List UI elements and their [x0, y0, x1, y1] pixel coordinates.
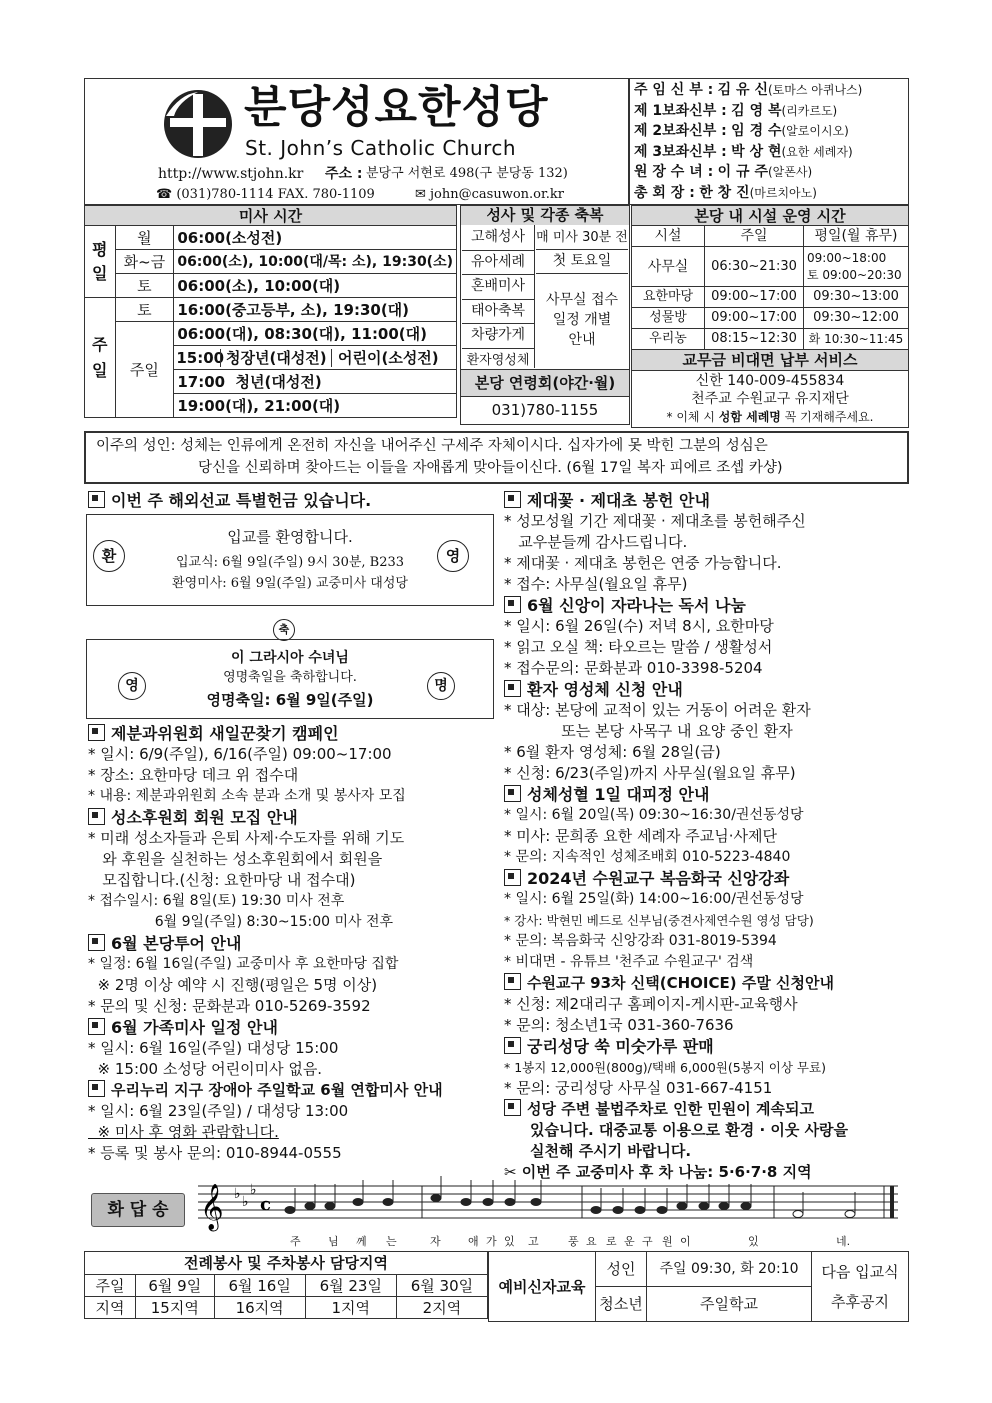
section-bullet-icon [504, 1037, 521, 1054]
announcement-line: * 문의: 청소년1국 031-360-7636 [504, 1016, 734, 1034]
section-bullet-icon [504, 680, 521, 697]
announcement-title: 제분과위원회 새일꾼찾기 캠페인 [88, 723, 498, 744]
day-cell: 화~금 [115, 250, 174, 274]
lyric-syllable: 요 [586, 1235, 597, 1248]
clergy-row: 총 회 장 : 한 창 진(마르치아노) [634, 184, 817, 201]
lyric-syllable: 가 [486, 1235, 497, 1248]
phone-fax: ☎ (031)780-1114 FAX. 780-1109 [156, 187, 375, 202]
welcome-line-1: 입교식: 6월 9일(주일) 9시 30분, B233 [175, 555, 405, 570]
catechumen-label: 예비신자교육 [489, 1252, 596, 1322]
music-note [505, 1199, 515, 1206]
sacrament-item: 혼배미사 [462, 275, 534, 300]
music-note [845, 1211, 855, 1218]
clergy-row: 제 2보좌신부 : 임 경 수(알로이시오) [634, 123, 849, 139]
adult-time: 주일 09:30, 화 20:10 [647, 1252, 812, 1287]
announcement-line: * 미래 성소자들과 은퇴 사제·수도자를 위해 기도 [88, 829, 405, 847]
announcement-line: * 제대꽃 · 제대초 봉헌은 연중 가능합니다. [504, 554, 782, 572]
announcement-line: 모집합니다.(신청: 요한마당 내 접수대) [88, 871, 356, 889]
music-note [741, 1203, 751, 1210]
lyric-syllable: 있 [748, 1235, 759, 1248]
feast-badge-left-icon: 영 [118, 672, 146, 700]
announcement-line: * 일시: 6월 26일(수) 저녁 8시, 요한마당 [504, 617, 774, 635]
service-cell: 6월 23일 [305, 1275, 396, 1297]
feast-crest-icon: 축 [273, 619, 295, 641]
day-cell: 월 [115, 226, 174, 250]
facility-title: 본당 내 시설 운영 시간 [632, 206, 909, 226]
service-cell: 15지역 [136, 1297, 215, 1319]
announcement-line: * 장소: 요한마당 데크 위 접수대 [88, 766, 299, 784]
office-notice: 사무실 접수 일정 개별 안내 [545, 292, 619, 348]
announcement-line: ※ 15:00 소성당 어린이미사 없음. [88, 1060, 323, 1078]
facility-name: 요한마당 [632, 287, 705, 308]
lyric-syllable: 애 [468, 1235, 479, 1248]
announcement-line: * 문의: 지속적인 성체조배회 010-5223-4840 [504, 849, 791, 865]
music-note [383, 1199, 393, 1206]
service-cell: 16지역 [214, 1297, 305, 1319]
announcement-line: * 일시: 6월 16일(주일) 대성당 15:00 [88, 1039, 339, 1057]
facility-weekday: 09:00~18:00 토 09:00~20:30 [804, 247, 909, 287]
clergy-row: 제 3보좌신부 : 박 상 현(요한 세례자) [634, 143, 853, 160]
mass-time: 06:00(대), 08:30(대), 11:00(대) [174, 322, 457, 346]
section-bullet-icon [88, 1080, 105, 1097]
service-cell: 6월 30일 [396, 1275, 487, 1297]
announcement-title: 제대꽃 · 제대초 봉헌 안내 [504, 490, 909, 511]
announcement-line: * 읽고 오실 책: 타오르는 말씀 / 생활성서 [504, 638, 773, 656]
mass-title: 미사 시간 [85, 206, 457, 226]
facility-name: 성물방 [632, 308, 705, 329]
email-link[interactable]: ✉ john@casuwon.or.kr [415, 187, 564, 202]
mass-table [84, 205, 457, 418]
day-cell: 주일 [115, 322, 174, 418]
service-area-table [84, 1251, 488, 1319]
svg-text:♭: ♭ [242, 1194, 249, 1210]
facility-header: 시설 [632, 226, 705, 247]
announcement-line: * 비대면 - 유튜브 '천주교 수원교구' 검색 [504, 954, 754, 970]
mass-time: 06:00(소), 10:00(대) [174, 274, 457, 298]
music-note [793, 1211, 803, 1218]
announcement-line: * 일시: 6월 20일(목) 09:30~16:30/권선동성당 [504, 807, 804, 823]
church-logo-icon [160, 86, 236, 162]
service-cell: 지역 [85, 1297, 136, 1319]
announcement-line: * 일시: 6월 25일(화) 14:00~16:00/권선동성당 [504, 891, 804, 907]
psalm-label: 화 답 송 [91, 1193, 185, 1227]
music-note [305, 1203, 315, 1210]
announcement-line: * 문의: 복음화국 신앙강좌 031-8019-5394 [504, 933, 777, 949]
service-cell: 주일 [85, 1275, 136, 1297]
mass-time: 06:00(소성전) [174, 226, 457, 250]
announcement-line: * 문의: 궁리성당 사무실 031-667-4151 [504, 1079, 773, 1097]
announcement-title: 6월 신앙이 자라나는 독서 나눔 [504, 595, 909, 616]
announcement-title: 성체성혈 1일 대피정 안내 [504, 784, 909, 805]
saint-line-1: 이주의 성인: 성체는 인류에게 온전히 자신을 내어주신 구세주 자체이시다. 십자가에 못 박힌 그분의 성심은 [96, 438, 768, 454]
announcement-line: * 등록 및 봉사 문의: 010-8944-0555 [88, 1144, 342, 1162]
saint-line-2: 당신을 신뢰하며 찾아드는 이들을 자애롭게 맞아들이신다. (6월 17일 복자 피에르 조셉 카샹) [198, 460, 783, 476]
section-bullet-icon [504, 869, 521, 886]
confession-time: 매 미사 30분 전 [536, 226, 628, 250]
announcement-title: 성소후원회 회원 모집 안내 [88, 807, 498, 828]
sacrament-item: 태아축복 [462, 300, 534, 325]
sunday-label: 주 일 [85, 298, 116, 418]
section-bullet-icon [504, 596, 521, 613]
facility-weekday: 09:30~13:00 [804, 287, 909, 308]
music-note [285, 1207, 295, 1214]
treble-clef-icon: 𝄞 [200, 1184, 224, 1230]
announcement-line: * 내용: 제분과위원회 소속 분과 소개 및 봉사자 모집 [88, 788, 406, 804]
sacrament-list [462, 226, 534, 373]
service-title: 전례봉사 및 주차봉사 담당지역 [85, 1252, 488, 1275]
announcement-line: 와 후원을 실천하는 성소후원회에서 회원을 [88, 850, 383, 868]
section-bullet-icon [88, 934, 105, 951]
psalm-lyrics [290, 1233, 900, 1251]
parking-notice-line: 실천해 주시기 바랍니다. [530, 1142, 692, 1160]
section-bullet-icon [88, 491, 105, 508]
feast-title: 이 그라시아 수녀님 [231, 650, 349, 666]
mission-offering-title: 이번 주 해외선교 특별헌금 있습니다. [88, 490, 371, 511]
announcement-title: 환자 영성체 신청 안내 [504, 679, 909, 700]
sacrament-item: 환자영성체 [466, 352, 530, 368]
next-entry: 다음 입교식 추후공지 [812, 1252, 909, 1322]
mass-time: 19:00(대), 21:00(대) [174, 394, 457, 418]
service-cell: 6월 16일 [214, 1275, 305, 1297]
mass-time: 16:00(중고등부, 소), 19:30(대) [174, 298, 457, 322]
service-cell: 1지역 [305, 1297, 396, 1319]
left-announcements [88, 723, 498, 1164]
church-name-en: St. John’s Catholic Church [245, 136, 517, 160]
music-note [635, 1207, 645, 1214]
music-note [325, 1203, 335, 1210]
service-cell: 6월 9일 [136, 1275, 215, 1297]
adult-label: 성인 [596, 1252, 647, 1287]
lyric-syllable: 께 [356, 1235, 367, 1248]
music-note [531, 1199, 541, 1206]
lyric-syllable: 고 [528, 1235, 539, 1248]
facility-sunday: 09:00~17:00 [705, 287, 804, 308]
section-bullet-icon [88, 808, 105, 825]
payment-title: 교무금 비대면 납부 서비스 [632, 350, 909, 371]
lyric-syllable: 주 [290, 1235, 301, 1248]
lyric-syllable: 운 [624, 1235, 635, 1248]
weekday-label: 평 일 [85, 226, 116, 298]
announcement-title: 6월 가족미사 일정 안내 [88, 1017, 498, 1038]
facility-weekday: 09:30~12:00 [804, 308, 909, 329]
welcome-badge-right-icon: 영 [437, 540, 469, 572]
facility-header: 주일 [705, 226, 804, 247]
lyric-syllable: 구 [642, 1235, 653, 1248]
facility-sunday: 06:30~21:30 [705, 247, 804, 287]
scissors-icon: ✂ [504, 1163, 522, 1181]
announcement-line: * 6월 환자 영성체: 6월 28일(금) [504, 743, 721, 761]
section-bullet-icon [504, 491, 521, 508]
music-note [699, 1203, 709, 1210]
announcement-title: 6월 본당투어 안내 [88, 933, 498, 954]
baptism-time: 첫 토요일 [536, 250, 628, 274]
clergy-row: 제 1보좌신부 : 김 영 복(리카르도) [634, 102, 838, 119]
lyric-syllable: 로 [606, 1235, 617, 1248]
feast-badge-right-icon: 명 [427, 672, 455, 700]
announcement-line: * 문의 및 신청: 문화분과 010-5269-3592 [88, 997, 371, 1015]
facility-name: 우리농 [632, 329, 705, 350]
address-text: 분당구 서현로 498(구 분당동 132) [366, 166, 568, 181]
announcement-line: * 신청: 6/23(주일)까지 사무실(월요일 휴무) [504, 764, 796, 782]
announcement-line: ※ 2명 이상 예약 시 진행(평일은 5명 이상) [88, 976, 378, 994]
music-note [461, 1199, 471, 1206]
parking-notice-line: 있습니다. 대중교통 이용으로 환경 · 이웃 사랑을 [530, 1121, 849, 1139]
clergy-list [634, 80, 909, 203]
facility-header: 평일(월 휴무) [804, 226, 909, 247]
music-note [677, 1203, 687, 1210]
sacrament-divider [534, 225, 535, 368]
address-label: 주소 : [325, 166, 363, 182]
feast-line-1: 영명축일을 축하합니다. [223, 670, 357, 685]
sacrament-item: 고해성사 [462, 226, 534, 251]
contact-title: 본당 연령회(야간·월) [461, 369, 629, 397]
mass-time: 06:00(소), 10:00(대/목: 소), 19:30(소) [174, 250, 457, 274]
announcement-line: 또는 본당 사목구 내 요양 중인 환자 [504, 722, 793, 740]
catechumen-table [488, 1251, 909, 1322]
right-announcements [504, 490, 909, 1183]
announcement-line: * 성모성월 기간 제대꽃 · 제대초를 봉헌해주신 [504, 512, 806, 530]
youth-label: 청소년 [596, 1287, 647, 1322]
facility-sunday: 09:00~17:00 [705, 308, 804, 329]
lyric-syllable: 님 [328, 1235, 339, 1248]
svg-text:c: c [260, 1194, 271, 1215]
lyric-syllable: 풍 [568, 1235, 579, 1248]
announcement-line: * 미사: 문희종 요한 세례자 주교님·사제단 [504, 827, 778, 845]
lyric-syllable: 이 [680, 1235, 691, 1248]
section-bullet-icon [88, 1018, 105, 1035]
welcome-title: 입교를 환영합니다. [227, 528, 353, 546]
music-note [353, 1199, 363, 1206]
lyric-syllable: 자 [430, 1235, 441, 1248]
welcome-line-2: 환영미사: 6월 9일(주일) 교중미사 대성당 [172, 576, 408, 591]
section-bullet-icon [504, 1099, 521, 1116]
lyric-syllable: 있 [504, 1235, 515, 1248]
church-name: 분당성요한성당 [244, 82, 549, 133]
announcement-line: * 일시: 6월 23일(주일) / 대성당 13:00 [88, 1102, 349, 1120]
facility-weekday: 화 10:30~11:45 [804, 329, 909, 350]
feast-line-2: 영명축일: 6월 9일(주일) [206, 691, 374, 709]
section-bullet-icon [504, 973, 521, 990]
announcement-line: * 대상: 본당에 교적이 있는 거동이 어려운 환자 [504, 701, 811, 719]
clergy-row: 원 장 수 녀 : 이 규 주(알폰사) [634, 164, 813, 180]
tea-notice: ✂ 이번 주 교중미사 후 차 나눔: 5·6·7·8 지역 [504, 1163, 812, 1181]
section-bullet-icon [504, 785, 521, 802]
sacrament-item: 차량가게 [462, 324, 534, 349]
lyric-syllable: 네. [836, 1235, 851, 1248]
day-cell: 토 [115, 298, 174, 322]
music-note [719, 1203, 729, 1210]
facility-table [631, 205, 909, 428]
announcement-title: 궁리성당 쑥 미숫가루 판매 [504, 1036, 909, 1057]
svg-text:♭: ♭ [250, 1182, 257, 1198]
announcement-line: * 강사: 박현민 베드로 신부님(중견사제연수원 영성 담당) [504, 913, 814, 928]
svg-text:♭: ♭ [234, 1186, 241, 1202]
sacrament-item: 유아세례 [462, 251, 534, 276]
clergy-row: 주 임 신 부 : 김 유 신(토마스 아퀴나스) [634, 82, 863, 98]
facility-name: 사무실 [632, 247, 705, 287]
announcement-title: 수원교구 93차 신택(CHOICE) 주말 신청안내 [504, 973, 909, 994]
lyric-syllable: 는 [386, 1235, 397, 1248]
music-note [591, 1207, 601, 1214]
welcome-badge-left-icon: 환 [93, 540, 125, 572]
music-note [431, 1195, 441, 1202]
music-note [613, 1207, 623, 1214]
announcement-line: 교우분들께 감사드립니다. [504, 533, 688, 551]
sacraments-title: 성사 및 각종 축복 [461, 206, 629, 225]
music-note [483, 1199, 493, 1206]
psalm-staff [198, 1176, 903, 1236]
announcement-line: * 1봉지 12,000원(800g)/택배 6,000원(5봉지 이상 무료) [504, 1060, 826, 1075]
day-cell: 토 [115, 274, 174, 298]
mass-time: 17:00 청년(대성전) [174, 370, 457, 394]
announcement-line: * 신청: 제2대리구 홈페이지-게시판-교육행사 [504, 995, 798, 1013]
music-note [657, 1207, 667, 1214]
section-bullet-icon [88, 724, 105, 741]
announcement-line: * 접수: 사무실(월요일 휴무) [504, 575, 688, 593]
youth-time: 주일학교 [647, 1287, 812, 1322]
announcement-line: ※ 미사 후 영화 관람합니다. [88, 1123, 279, 1141]
lyric-syllable: 원 [662, 1235, 673, 1248]
parking-notice-title: 성당 주변 불법주차로 인한 민원이 계속되고 [504, 1099, 909, 1120]
announcement-title: 2024년 수원교구 복음화국 신앙강좌 [504, 868, 909, 889]
announcement-line: * 일시: 6/9(주일), 6/16(주일) 09:00~17:00 [88, 745, 392, 763]
announcement-line: * 접수일시: 6월 8일(토) 19:30 미사 전후 [88, 893, 345, 909]
mass-time-split: 15:00 청장년(대성전) 어린이(소성전) [174, 346, 457, 370]
contact-phone: 031)780-1155 [491, 401, 599, 419]
website-link[interactable]: http://www.stjohn.kr [158, 166, 304, 182]
payment-info: 신한 140-009-455834 천주교 수원교구 유지재단 * 이체 시 성함 세례명 꼭 기재해주세요. [632, 371, 909, 428]
announcement-title: 우리누리 지구 장애아 주일학교 6월 연합미사 안내 [88, 1080, 498, 1101]
announcement-line: * 접수문의: 문화분과 010-3398-5204 [504, 659, 763, 677]
announcement-line: * 일정: 6월 16일(주일) 교중미사 후 요한마당 집합 [88, 956, 399, 972]
service-cell: 2지역 [396, 1297, 487, 1319]
announcement-line: 6월 9일(주일) 8:30~15:00 미사 전후 [88, 914, 393, 930]
facility-sunday: 08:15~12:30 [705, 329, 804, 350]
